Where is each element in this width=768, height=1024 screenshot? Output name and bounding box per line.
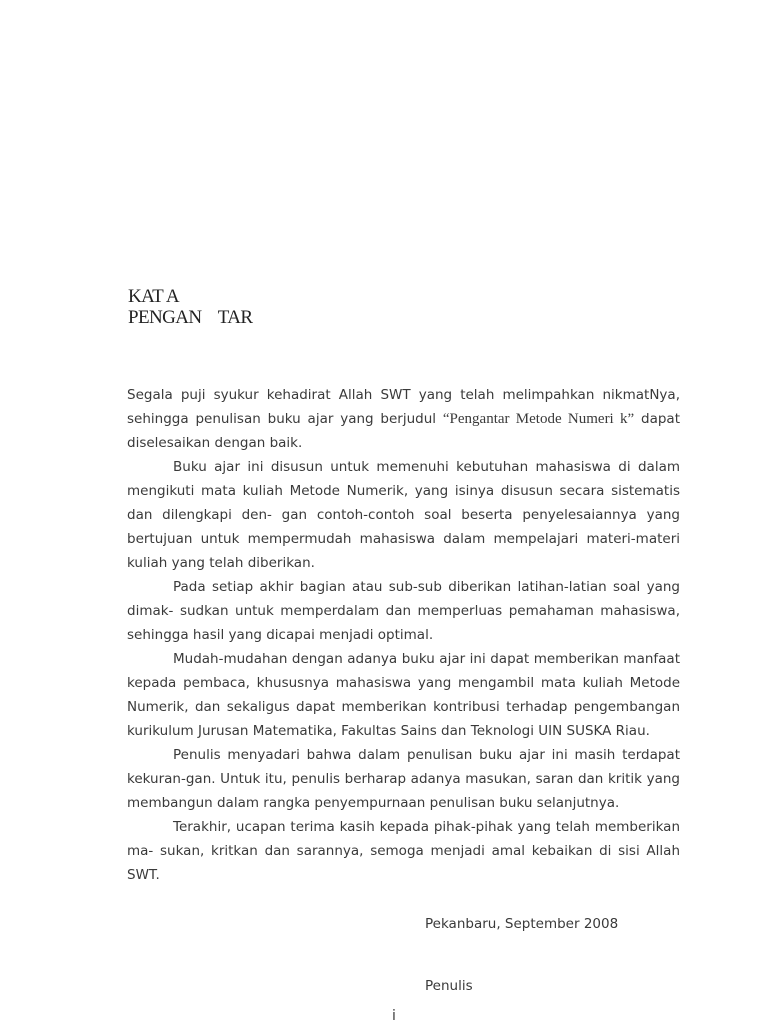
page-number: i xyxy=(392,1008,396,1024)
paragraph-2: Buku ajar ini disusun untuk memenuhi kebutuhan mahasiswa di dalam mengikuti mata kuliah Metode Numerik, yang isinya disusun secara sistematis dan dilengkapi den- gan contoh-contoh soal beserta penyelesaiannya yang bertujuan untuk mempermudah mahasiswa dalam mempelajari materi-materi kuliah yang telah diberikan. xyxy=(127,459,680,571)
paragraph-1 xyxy=(127,383,680,455)
place-and-date: Pekanbaru, September 2008 xyxy=(425,916,619,932)
paragraph-3: Pada setiap akhir bagian atau sub-sub diberikan latihan-latian soal yang dimak- sudkan untuk memperdalam dan memperluas pemahaman mahasiswa, sehingga hasil yang dicapai menjadi optimal. xyxy=(127,579,680,643)
author-signature: Penulis xyxy=(425,978,473,994)
paragraph-4: Mudah-mudahan dengan adanya buku ajar ini dapat memberikan manfaat kepada pembaca, khususnya mahasiswa yang mengambil mata kuliah Metode Numerik, dan sekaligus dapat memberikan kontribusi terhadap pengembangan kurikulum Jurusan Matematika, Fakultas Sains dan Teknologi UIN SUSKA Riau. xyxy=(127,651,680,739)
paragraph-1-after: dapat diselesaikan dengan baik. xyxy=(127,411,680,451)
paragraph-1-before: Segala puji syukur kehadirat Allah SWT yang telah melimpahkan nikmatNya, sehingga penulisan buku ajar yang berjudul xyxy=(127,387,680,427)
paragraph-6: Terakhir, ucapan terima kasih kepada pihak-pihak yang telah memberikan ma- sukan, kritkan dan sarannya, semoga menjadi amal kebaikan di sisi Allah SWT. xyxy=(127,819,680,883)
foreword-body xyxy=(127,383,680,887)
book-title: “Pengantar Metode Numeri k” xyxy=(442,411,635,427)
paragraph-5: Penulis menyadari bahwa dalam penulisan buku ajar ini masih terdapat kekuran-gan. Untuk itu, penulis berharap adanya masukan, saran dan kritik yang membangun dalam rangka penyempurnaan penulisan buku selanjutnya. xyxy=(127,747,680,811)
page-heading xyxy=(128,286,252,328)
heading-line-1: KAT A xyxy=(128,286,180,307)
heading-line-2: PENGAN TAR xyxy=(128,307,253,328)
